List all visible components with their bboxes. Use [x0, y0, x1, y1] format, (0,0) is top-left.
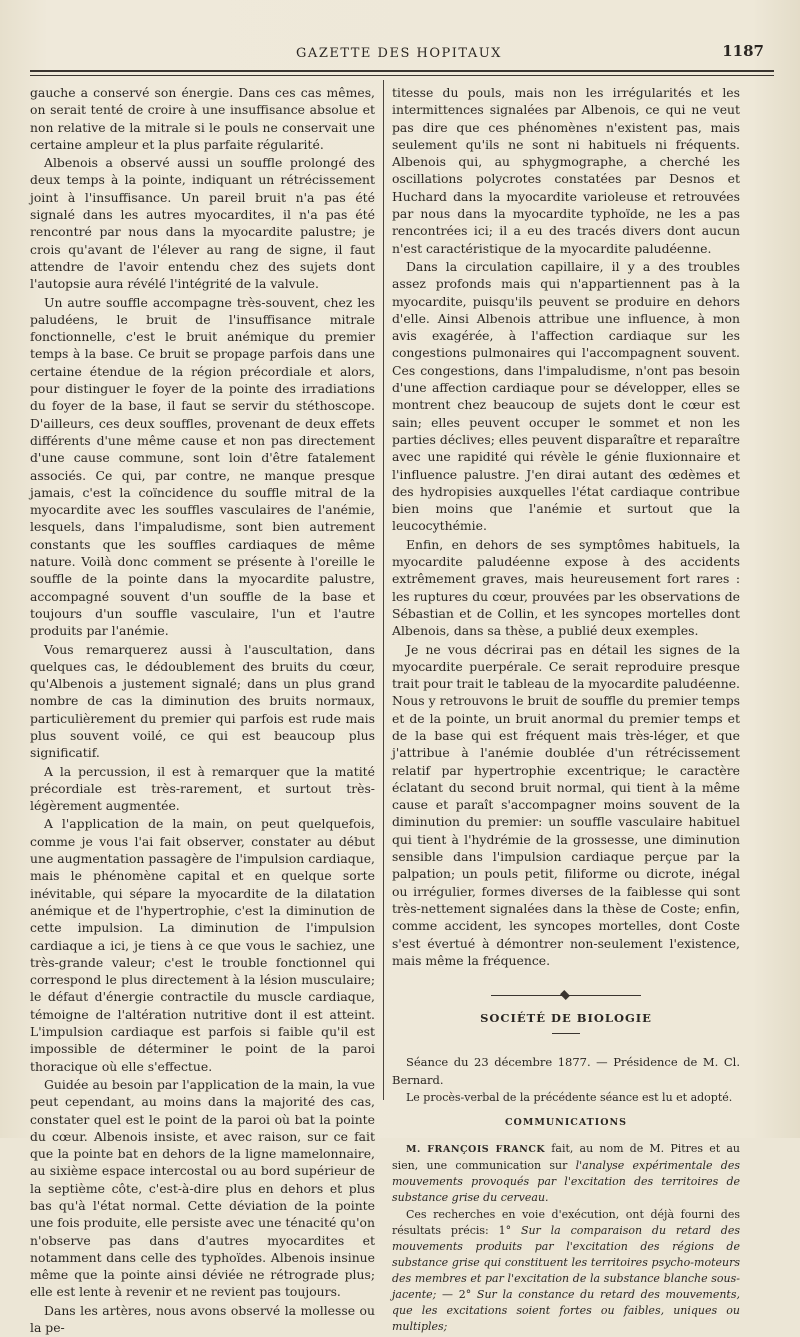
column-divider	[383, 80, 384, 1100]
paragraph: gauche a conservé son énergie. Dans ces cas mêmes, on serait tenté de croire à une insuffisance absolue et non relative de la mitrale si le pouls ne conservait une certaine ampleur et la plus parfaite régularité.	[30, 85, 375, 152]
comm-text: Ces recherches en voie d'exécution, ont déjà fourni des résultats précis: 1°	[392, 1208, 740, 1238]
paragraph: Albenois a observé aussi un souffle prolongé des deux temps à la pointe, indiquant un rétrécissement joint à l'insuffisance. Un pareil bruit n'a pas été signalé dans les autres myocardites, il n'a pas été rencontré par nous dans la myocardite palustre; je crois qu'avant de l'élever au rang de signe, il faut attendre de l'avoir entendu chez des sujets dont l'autopsie aura révélé l'intégrité de la valvule.	[30, 155, 375, 292]
comm-title: l'analyse expérimentale des mouvements provoqués par l'excitation des territoires de substance grise du cerveau.	[392, 1159, 740, 1205]
paragraph: Je ne vous décrirai pas en détail les signes de la myocardite puerpérale. Ce serait reproduire presque trait pour trait le tableau de la myocardite paludéenne. Nous y retrouvons le bruit de souffle du premier temps et de la pointe, un bruit anormal du premier temps et de la base qui est fréquent mais très-léger, et que j'attribue à l'anémie doublée d'un rétrécissement relatif par hypertrophie excentrique; le caractère éclatant du second bruit normal, qui tient à la même cause et paraît s'accompagner moins souvent de la diminution du premier: un souffle vasculaire habituel qui tient à l'hydrémie de la grossesse, une diminution sensible dans l'impulsion cardiaque perçue par la palpation; un pouls petit, filiforme ou dicrote, inégal ou irrégulier, formes diverses de la faiblesse qui sont très-nettement signalées dans la thèse de Coste; enfin, comme accident, les syncopes mortelles, dont Coste s'est évertué à démontrer non-seulement l'existence, mais même la fréquence.	[392, 641, 740, 968]
right-column	[392, 84, 740, 1336]
header-rule	[30, 70, 774, 72]
header-rule-thin	[30, 75, 774, 76]
comm-italic: Sur la comparaison du retard des mouvements produits par l'excitation des régions de substance grise qui constituent les territoires psycho-moteurs des membres et par l'excitation de la substance blanche sous-jacente;	[392, 1224, 740, 1302]
proces-verbal: Le procès-verbal de la précédente séance est lu et adopté.	[406, 1091, 733, 1105]
page-header	[28, 42, 770, 64]
left-column	[30, 84, 375, 1337]
paragraph: Vous remarquerez aussi à l'auscultation, dans quelques cas, le dédoublement des bruits du cœur, qu'Albenois a justement signalé; dans un plus grand nombre de cas la diminution des bruits normaux, particulièrement du premier qui parfois est rude mais plus souvent voilé, ce qui est beaucoup plus significatif.	[30, 641, 375, 761]
author-name: M. FRANÇOIS FRANCK	[406, 1144, 546, 1156]
paragraph: Un autre souffle accompagne très-souvent, chez les paludéens, le bruit de l'insuffisance mitrale fonctionnelle, c'est le bruit anémique du premier temps à la base. Ce bruit se propage parfois dans une certaine étendue de la région précordiale et alors, pour distinguer le foyer de la pointe des irradiations du foyer de la base, il faut se servir du stéthoscope. D'ailleurs, ces deux souffles, provenant de deux effets différents d'une même cause et non pas directement d'une cause commune, sont loin d'être fatalement associés. Ce qui, par contre, ne manque presque jamais, c'est la coïncidence du souffle mitral de la myocardite avec les souffles vasculaires de l'anémie, lesquels, dans l'impaludisme, sont bien autrement constants que les souffles cardiaques de même nature. Voilà donc comment se présente à l'oreille le souffle de la pointe dans la myocardite palustre, accompagné souvent d'un souffle de la base et toujours d'un souffle vasculaire, l'un et l'autre produits par l'anémie.	[30, 294, 375, 639]
paragraph: A la percussion, il est à remarquer que la matité précordiale est très-rarement, et surtout très-légèrement augmentée.	[30, 763, 375, 814]
paragraph: Dans les artères, nous avons observé la mollesse ou la pe-	[30, 1302, 375, 1336]
journal-title: GAZETTE DES HOPITAUX	[296, 46, 502, 61]
communications-heading: COMMUNICATIONS	[504, 1117, 628, 1129]
communication-paragraph	[392, 1207, 740, 1335]
section-title: SOCIÉTÉ DE BIOLOGIE	[480, 1011, 652, 1026]
seance-line: Séance du 23 décembre 1877. — Présidence de M. Cl. Bernard.	[392, 1055, 740, 1087]
paragraph: Enfin, en dehors de ses symptômes habituels, la myocardite paludéenne expose à des accidents extrêmement graves, mais heureusement fort rares : les ruptures du cœur, prouvées par les observations de Sébastian et de Collin, et les syncopes mortelles dont Albenois, dans sa thèse, a publié deux exemples.	[392, 536, 740, 639]
comm-text: fait, au nom de M. Pitres et au sien, une communication sur	[392, 1142, 740, 1173]
title-underline	[552, 1033, 580, 1034]
comm-italic: Sur la constance du retard des mouvements, que les excitations soient fortes ou faibles, uniques ou multiples;	[392, 1288, 740, 1334]
communication-paragraph	[392, 1141, 740, 1206]
paragraph: A l'application de la main, on peut quelquefois, comme je vous l'ai fait observer, constater au début une augmentation passagère de l'impulsion cardiaque, mais le phénomène capital et en quelque sorte inévitable, qui sépare la myocardite de la dilatation anémique et de l'hypertrophie, c'est la diminution de cette impulsion. La diminution de l'impulsion cardiaque a ici, je tiens à ce que vous le sachiez, une très-grande valeur; c'est le trouble fonctionnel qui correspond le plus directement à la lésion musculaire; le défaut d'énergie contractile du muscle cardiaque, témoigne de l'altération nutritive dont il est atteint. L'impulsion cardiaque est parfois si faible qu'il est impossible de déterminer le point de la paroi thoracique où elle s'effectue.	[30, 816, 375, 1074]
paragraph: titesse du pouls, mais non les irrégularités et les intermittences signalées par Albenois, ce qui ne veut pas dire que ces phénomènes n'existent pas, mais seulement qu'ils ne sont ni habituels ni fréquents. Albenois qui, au sphygmographe, a cherché les oscillations polycrotes constatées par Desnos et Huchard dans la myocardite varioleuse et retrouvées par nous dans la myocardite typhoïde, ne les a pas rencontrées ici; il a eu des tracés divers dont aucun n'est caractéristique de la myocardite paludéenne.	[392, 85, 740, 256]
paragraph: Dans la circulation capillaire, il y a des troubles assez profonds mais qui n'appartiennent pas à la myocardite, puisqu'ils peuvent se produire en dehors d'elle. Ainsi Albenois attribue une influence, à mon avis exagérée, à l'affection cardiaque sur les congestions pulmonaires qui l'accompagnent souvent. Ces congestions, dans l'impaludisme, n'ont pas besoin d'une affection cardiaque pour se développer, elles se montrent chez beaucoup de sujets dont le cœur est sain; elles peuvent occuper le sommet et non les parties déclives; elles peuvent disparaître et reparaître avec une rapidité qui révèle le génie fluxionnaire et l'influence palustre. J'en dirai autant des œdèmes et des hydropisies auxquelles l'état cardiaque contribue bien moins que l'anémie et surtout que la leucocythémie.	[392, 258, 740, 534]
paragraph: Guidée au besoin par l'application de la main, la vue peut cependant, au moins dans la majorité des cas, constater quel est le point de la paroi où bat la pointe du cœur. Albenois insiste, et avec raison, sur ce fait que la pointe bat en dehors de la ligne mamelonnaire, au sixième espace intercostal ou au bord supérieur de la septième côte, c'est-à-dire plus en dehors et plus bas qu'à l'état normal. Cette déviation de la pointe une fois produite, elle persiste avec une ténacité qu'on n'observe pas dans d'autres myocardites et notamment dans celle des typhoïdes. Albenois insinue même que la pointe ainsi déviée ne rétrograde plus; elle est lente à revenir et ne revient pas toujours.	[30, 1076, 375, 1300]
section-separator	[491, 995, 641, 996]
comm-text: — 2°	[436, 1288, 477, 1302]
page-number: 1187	[722, 42, 764, 60]
